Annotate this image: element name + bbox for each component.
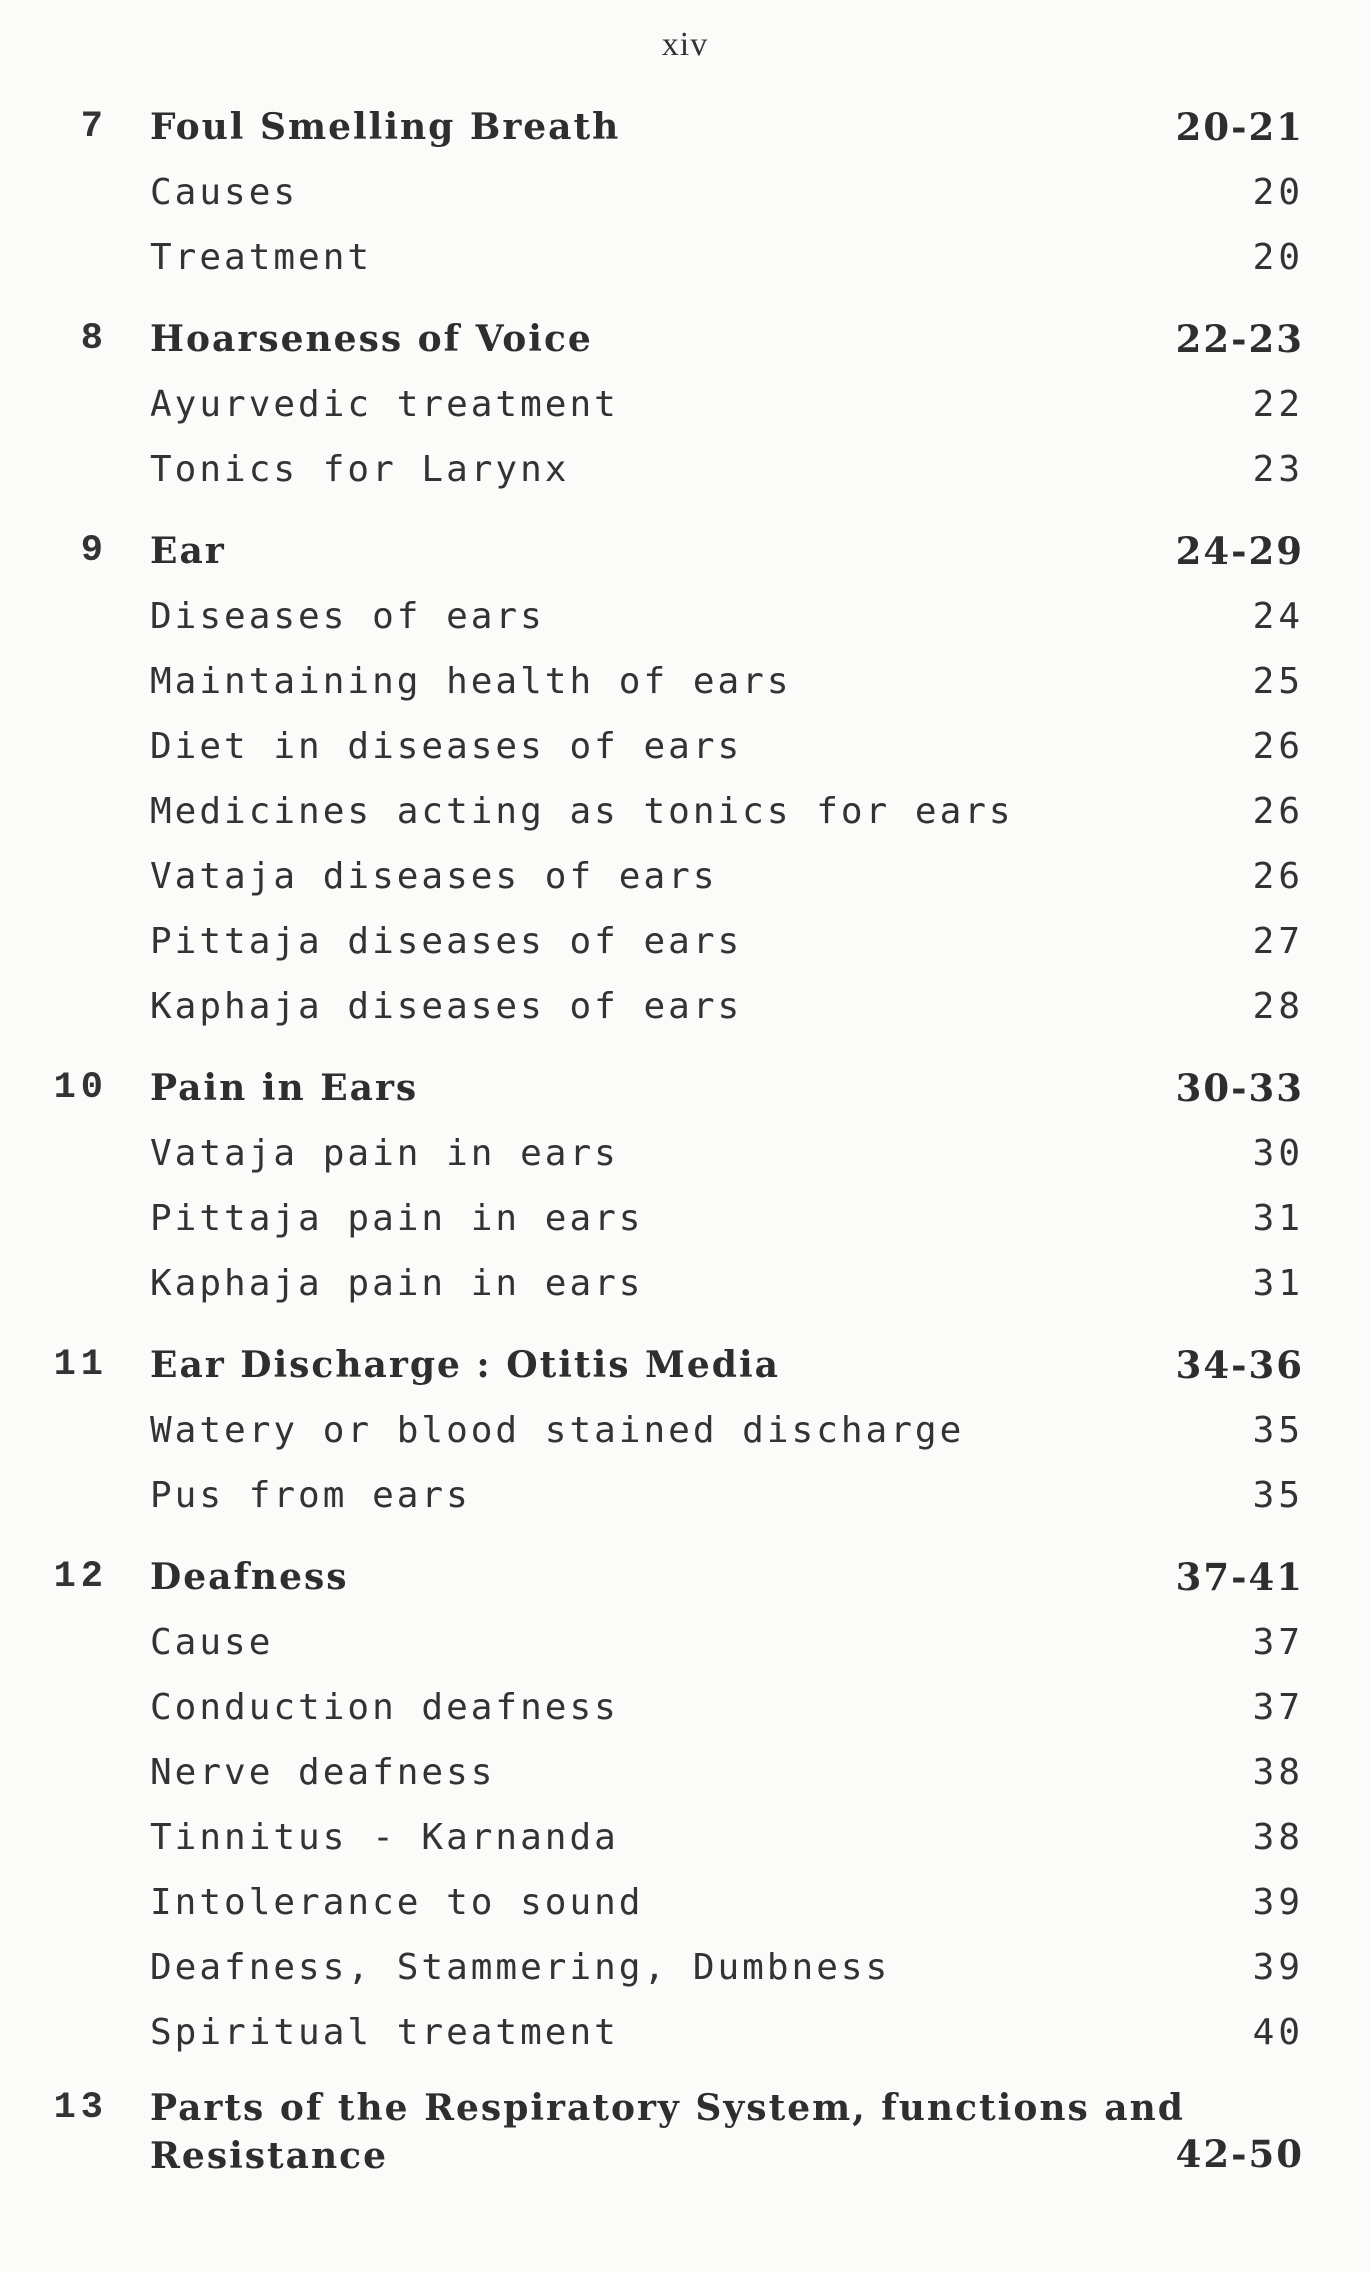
toc-entry [0, 1610, 1370, 1675]
chapter-page-range: 30-33 [1175, 1066, 1304, 1110]
entry-label: Conduction deafness [150, 1687, 619, 1728]
entry-label: Watery or blood stained discharge [150, 1410, 965, 1451]
entry-label: Intolerance to sound [150, 1882, 644, 1923]
chapter-number: 12 [53, 1556, 108, 1598]
chapter-7 [0, 95, 1370, 290]
entry-label: Vataja pain in ears [150, 1133, 619, 1174]
chapter-number: 8 [80, 318, 108, 360]
entry-page: 22 [1252, 384, 1304, 425]
toc-entry [0, 714, 1370, 779]
entry-label: Spiritual treatment [150, 2012, 619, 2053]
chapter-title: Deafness [150, 1556, 349, 1598]
chapter-page-range: 34-36 [1175, 1343, 1304, 1387]
toc-entry [0, 779, 1370, 844]
toc-entry [0, 1740, 1370, 1805]
entry-page: 38 [1252, 1752, 1304, 1793]
chapter-page-range: 37-41 [1175, 1555, 1304, 1599]
chapter-number: 7 [80, 106, 108, 148]
entry-page: 26 [1252, 856, 1304, 897]
chapter-heading [0, 307, 1370, 372]
entry-page: 37 [1252, 1687, 1304, 1728]
entry-label: Diet in diseases of ears [150, 726, 743, 767]
toc-entry [0, 1251, 1370, 1316]
chapter-title: Parts of the Respiratory System, functions and Resistance [150, 2087, 1185, 2177]
chapter-heading [0, 2082, 1370, 2182]
toc-entry [0, 2000, 1370, 2065]
entry-page: 20 [1252, 237, 1304, 278]
entry-label: Tinnitus - Karnanda [150, 1817, 619, 1858]
entry-page: 28 [1252, 986, 1304, 1027]
entry-label: Diseases of ears [150, 596, 545, 637]
chapter-title: Hoarseness of Voice [150, 318, 593, 360]
chapter-12 [0, 1545, 1370, 2065]
entry-page: 31 [1252, 1198, 1304, 1239]
toc-entry [0, 225, 1370, 290]
chapter-title: Pain in Ears [150, 1067, 419, 1109]
toc-entry [0, 649, 1370, 714]
entry-label: Tonics for Larynx [150, 449, 570, 490]
chapter-heading [0, 1545, 1370, 1610]
entry-label: Maintaining health of ears [150, 661, 792, 702]
chapter-page-range: 24-29 [1175, 529, 1304, 573]
entry-label: Pittaja pain in ears [150, 1198, 644, 1239]
chapter-number: 9 [80, 530, 108, 572]
entry-page: 20 [1252, 172, 1304, 213]
toc-entry [0, 372, 1370, 437]
chapter-heading [0, 1056, 1370, 1121]
entry-page: 38 [1252, 1817, 1304, 1858]
toc-entry [0, 1398, 1370, 1463]
toc-entry [0, 909, 1370, 974]
chapter-number: 13 [53, 2087, 108, 2129]
table-of-contents [0, 95, 1370, 2199]
chapter-title: Ear [150, 530, 226, 572]
entry-label: Ayurvedic treatment [150, 384, 619, 425]
entry-page: 23 [1252, 449, 1304, 490]
entry-page: 24 [1252, 596, 1304, 637]
chapter-8 [0, 307, 1370, 502]
chapter-10 [0, 1056, 1370, 1316]
chapter-page-range: 20-21 [1175, 105, 1304, 149]
entry-page: 39 [1252, 1882, 1304, 1923]
entry-label: Kaphaja diseases of ears [150, 986, 743, 1027]
page-number: xiv [661, 26, 709, 63]
chapter-page-range: 42-50 [1175, 2132, 1304, 2176]
entry-label: Pittaja diseases of ears [150, 921, 743, 962]
chapter-number: 10 [53, 1067, 108, 1109]
toc-entry [0, 437, 1370, 502]
chapter-heading [0, 95, 1370, 160]
chapter-heading [0, 519, 1370, 584]
entry-page: 31 [1252, 1263, 1304, 1304]
toc-entry [0, 1805, 1370, 1870]
chapter-heading [0, 1333, 1370, 1398]
entry-page: 37 [1252, 1622, 1304, 1663]
entry-label: Causes [150, 172, 299, 213]
entry-page: 35 [1252, 1410, 1304, 1451]
toc-entry [0, 1935, 1370, 2000]
entry-page: 39 [1252, 1947, 1304, 1988]
toc-entry [0, 844, 1370, 909]
entry-label: Cause [150, 1622, 274, 1663]
toc-entry [0, 160, 1370, 225]
entry-page: 26 [1252, 791, 1304, 832]
toc-entry [0, 1121, 1370, 1186]
entry-label: Pus from ears [150, 1475, 471, 1516]
toc-entry [0, 974, 1370, 1039]
entry-label: Vataja diseases of ears [150, 856, 718, 897]
chapter-9 [0, 519, 1370, 1039]
chapter-number: 11 [53, 1344, 108, 1386]
chapter-page-range: 22-23 [1175, 317, 1304, 361]
entry-label: Treatment [150, 237, 373, 278]
entry-label: Kaphaja pain in ears [150, 1263, 644, 1304]
toc-entry [0, 1186, 1370, 1251]
chapter-title: Ear Discharge : Otitis Media [150, 1344, 780, 1386]
entry-label: Medicines acting as tonics for ears [150, 791, 1014, 832]
entry-page: 26 [1252, 726, 1304, 767]
chapter-title: Foul Smelling Breath [150, 106, 621, 148]
chapter-13 [0, 2082, 1370, 2182]
entry-page: 27 [1252, 921, 1304, 962]
chapter-11 [0, 1333, 1370, 1528]
entry-page: 25 [1252, 661, 1304, 702]
toc-entry [0, 584, 1370, 649]
toc-entry [0, 1675, 1370, 1740]
toc-entry [0, 1870, 1370, 1935]
entry-label: Deafness, Stammering, Dumbness [150, 1947, 891, 1988]
entry-page: 40 [1252, 2012, 1304, 2053]
toc-entry [0, 1463, 1370, 1528]
entry-label: Nerve deafness [150, 1752, 496, 1793]
entry-page: 35 [1252, 1475, 1304, 1516]
entry-page: 30 [1252, 1133, 1304, 1174]
